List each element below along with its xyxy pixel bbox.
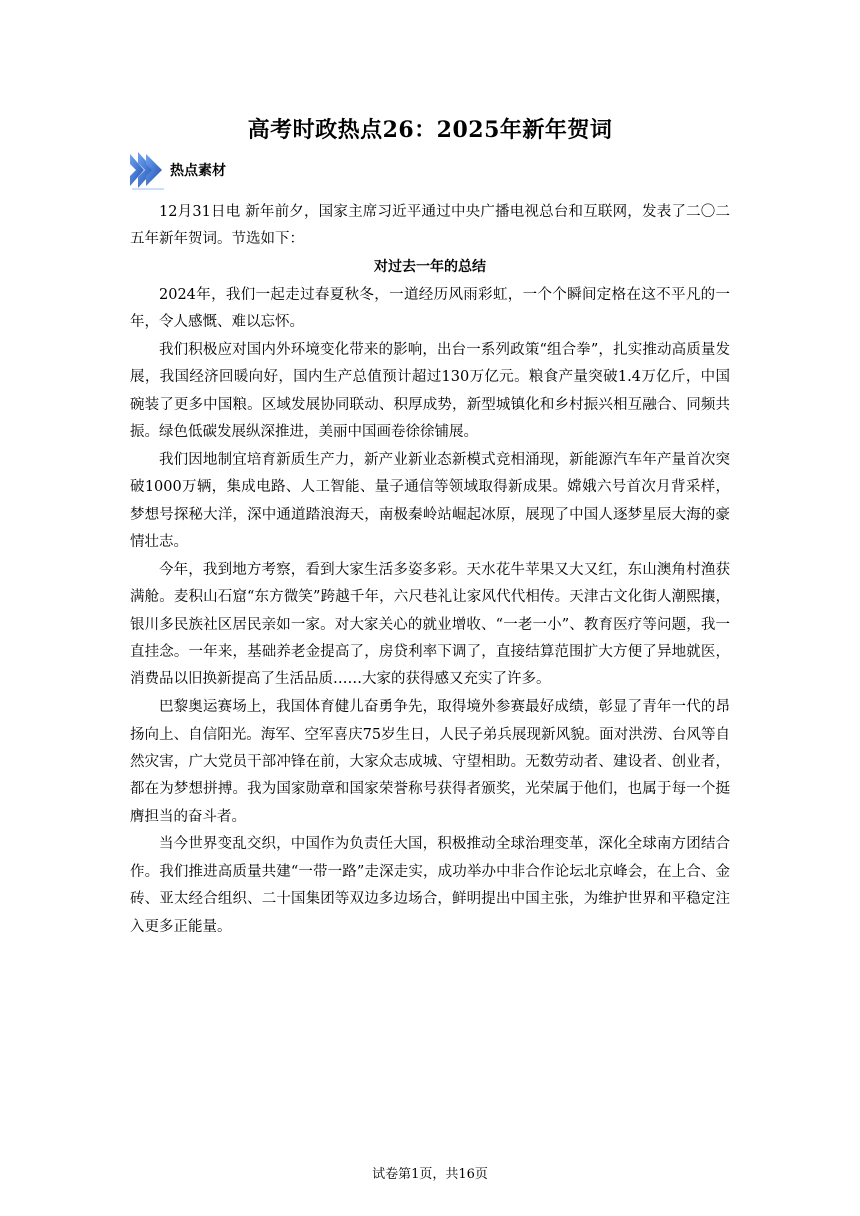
article-body (130, 199, 730, 941)
paragraph: 我们积极应对国内外环境变化带来的影响，出台一系列政策“组合拳”，扎实推动高质量发展，我国经济回暖向好，国内生产总值预计超过130万亿元。粮食产量突破1.4万亿斤，中国碗装了更多中国粮。区域发展协同联动、积厚成势，新型城镇化和乡村振兴相互融合、同频共振。绿色低碳发展纵深推进，美丽中国画卷徐徐铺展。 (130, 341, 730, 441)
paragraph: 我们因地制宜培育新质生产力，新产业新业态新模式竞相涌现，新能源汽车年产量首次突破1000万辆，集成电路、人工智能、量子通信等领域取得新成果。嫦娥六号首次月背采样，梦想号探秘大洋，深中通道踏浪海天，南极秦岭站崛起冰原，展现了中国人逐梦星辰大海的豪情壮志。 (130, 451, 730, 551)
paragraph: 2024年，我们一起走过春夏秋冬，一道经历风雨彩虹，一个个瞬间定格在这不平凡的一年，令人感慨、难以忘怀。 (130, 286, 730, 331)
subheading: 对过去一年的总结 (374, 259, 486, 276)
paragraph: 当今世界变乱交织，中国作为负责任大国，积极推动全球治理变革，深化全球南方团结合作。我们推进高质量共建“一带一路”走深走实，成功举办中非合作论坛北京峰会，在上合、金砖、亚太经合组织、二十国集团等双边多边场合，鲜明提出中国主张，为维护世界和平稳定注入更多正能量。 (130, 836, 730, 935)
paragraph: 巴黎奥运赛场上，我国体育健儿奋勇争先，取得境外参赛最好成绩，彰显了青年一代的昂扬向上、自信阳光。海军、空军喜庆75岁生日，人民子弟兵展现新风貌。面对洪涝、台风等自然灾害，广大党员干部冲锋在前，大家众志成城、守望相助。无数劳动者、建设者、创业者，都在为梦想拼搏。我为国家勋章和国家荣誉称号获得者颁奖，光荣属于他们，也属于每一个挺膺担当的奋斗者。 (130, 699, 730, 825)
page-footer: 试卷第1页，共16页 (372, 1167, 488, 1182)
paragraph-intro: 12月31日电 新年前夕，国家主席习近平通过中央广播电视总台和互联网，发表了二〇二五年新年贺词。节选如下： (130, 204, 730, 248)
section-header (130, 150, 226, 190)
paragraph: 今年，我到地方考察，看到大家生活多姿多彩。天水花牛苹果又大又红，东山澳角村渔获满舱。麦积山石窟“东方微笑”跨越千年，六尺巷礼让家风代代相传。天津古文化街人潮熙攘，银川多民族社区居民亲如一家。对大家关心的就业增收、“一老一小”、教育医疗等问题，我一直挂念。一年来，基础养老金提高了，房贷利率下调了，直接结算范围扩大方便了异地就医，消费品以旧换新提高了生活品质……大家的获得感又充实了许多。 (130, 561, 730, 688)
section-label: 热点素材 (170, 163, 226, 179)
page-title: 高考时政热点26：2025年新年贺词 (247, 117, 613, 143)
double-chevron-right-icon (130, 150, 166, 190)
